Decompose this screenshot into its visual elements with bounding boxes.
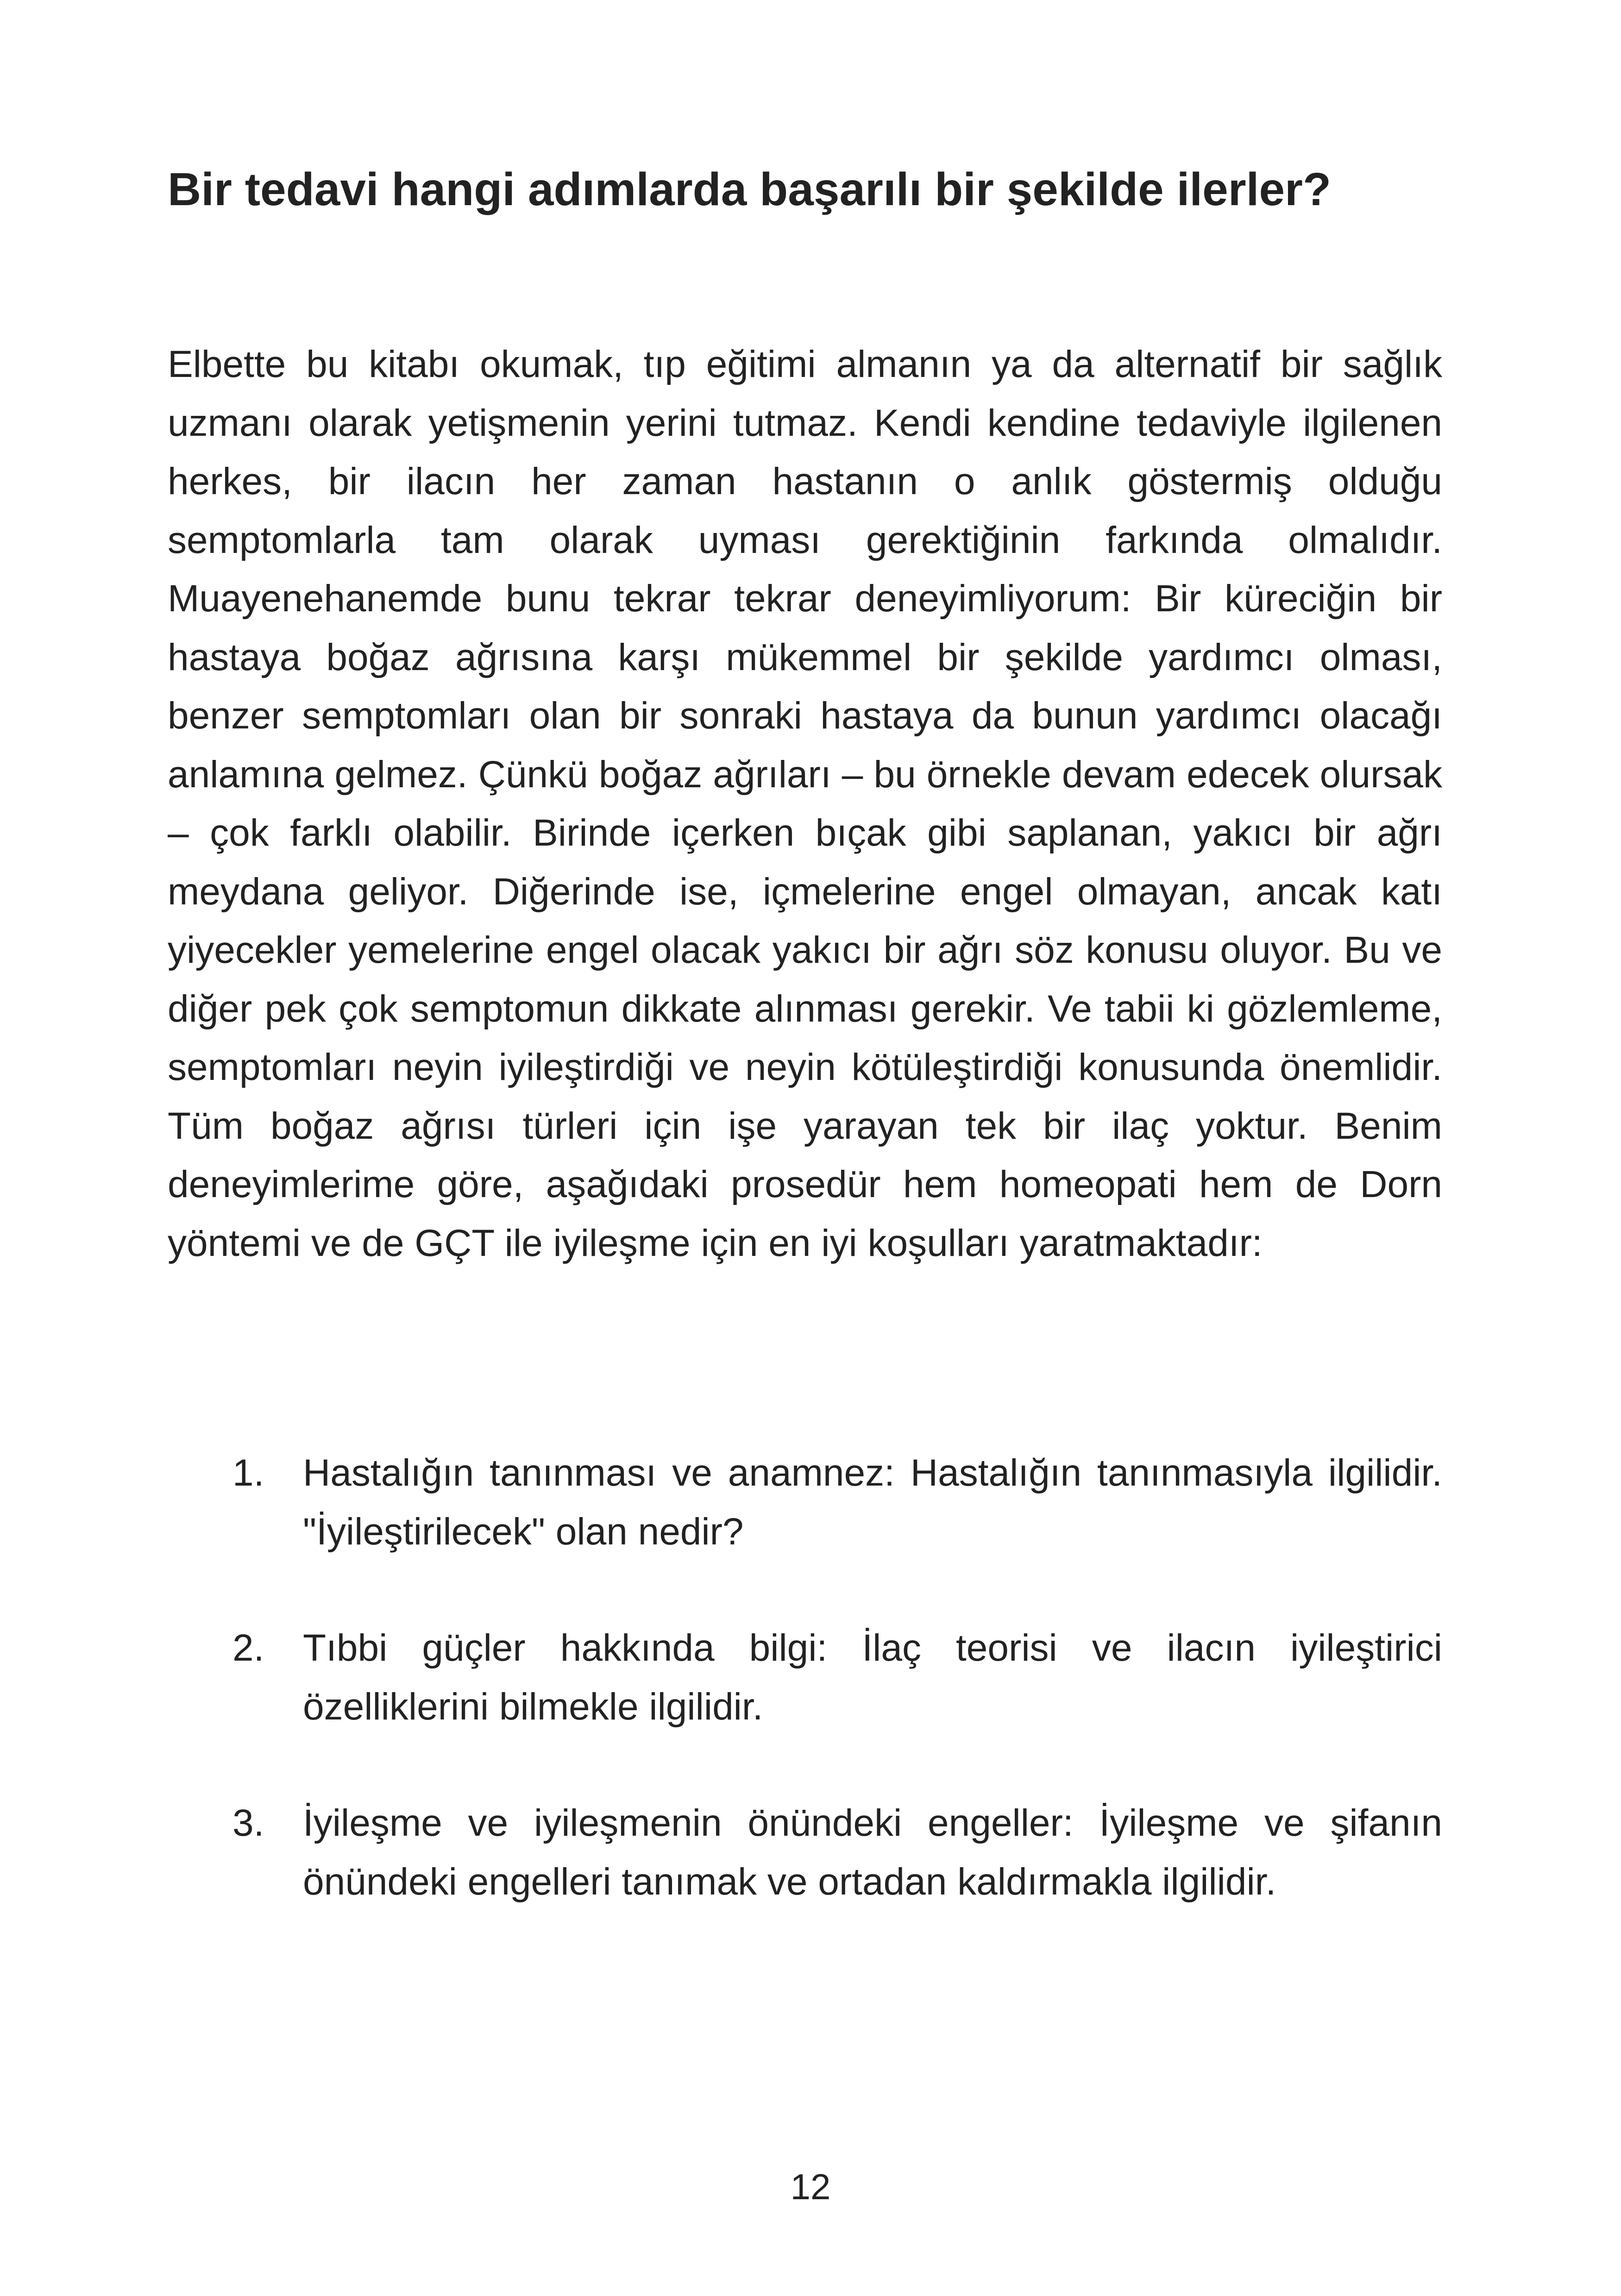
- list-item: [168, 1794, 1442, 1911]
- list-item-text: Tıbbi güçler hakkında bilgi: İlaç teorisi ve ilacın iyileştirici özelliklerini bilmekle ilgilidir.: [303, 1627, 1442, 1728]
- list-item-number: 2.: [232, 1627, 264, 1669]
- section-heading: Bir tedavi hangi adımlarda başarılı bir şekilde ilerler?: [168, 163, 1332, 215]
- list-item-text: Hastalığın tanınması ve anamnez: Hastalığın tanınmasıyla ilgilidir. "İyileştirilecek" olan nedir?: [303, 1452, 1442, 1553]
- body-paragraph: Elbette bu kitabı okumak, tıp eğitimi almanın ya da alternatif bir sağlık uzmanı olarak yetişmenin yerini tutmaz. Kendi kendine tedaviyle ilgilenen herkes, bir ilacın her zaman hastanın o anlık göstermiş olduğu semptomlarla tam olarak uyması gerektiğinin farkında olmalıdır. Muayenehanemde bunu tekrar tekrar deneyimliyorum: Bir küreciğin bir hastaya boğaz ağrısına karşı mükemmel bir şekilde yardımcı olması, benzer semptomları olan bir sonraki hastaya da bunun yardımcı olacağı anlamına gelmez. Çünkü boğaz ağrıları – bu örnekle devam edecek olursak – çok farklı olabilir. Birinde içerken bıçak gibi saplanan, yakıcı bir ağrı meydana geliyor. Diğerinde ise, içmelerine engel olmayan, ancak katı yiyecekler yemelerine engel olacak yakıcı bir ağrı söz konusu oluyor. Bu ve diğer pek çok semptomun dikkate alınması gerekir. Ve tabii ki gözlemleme, semptomları neyin iyileştirdiği ve neyin kötüleştirdiği konusunda önemlidir. Tüm boğaz ağrısı türleri için işe yarayan tek bir ilaç yoktur. Benim deneyimlerime göre, aşağıdaki prosedür hem homeopati hem de Dorn yöntemi ve de GÇT ile iyileşme için en iyi koşulları yaratmaktadır:: [168, 343, 1442, 1264]
- steps-list: [168, 1444, 1442, 1969]
- list-item: [168, 1444, 1442, 1561]
- list-item-text: İyileşme ve iyileşmenin önündeki engeller: İyileşme ve şifanın önündeki engelleri tanımak ve ortadan kaldırmakla ilgilidir.: [303, 1802, 1442, 1903]
- list-item: [168, 1619, 1442, 1736]
- list-item-number: 1.: [232, 1452, 264, 1494]
- page-number: 12: [790, 2166, 831, 2207]
- list-item-number: 3.: [232, 1802, 264, 1844]
